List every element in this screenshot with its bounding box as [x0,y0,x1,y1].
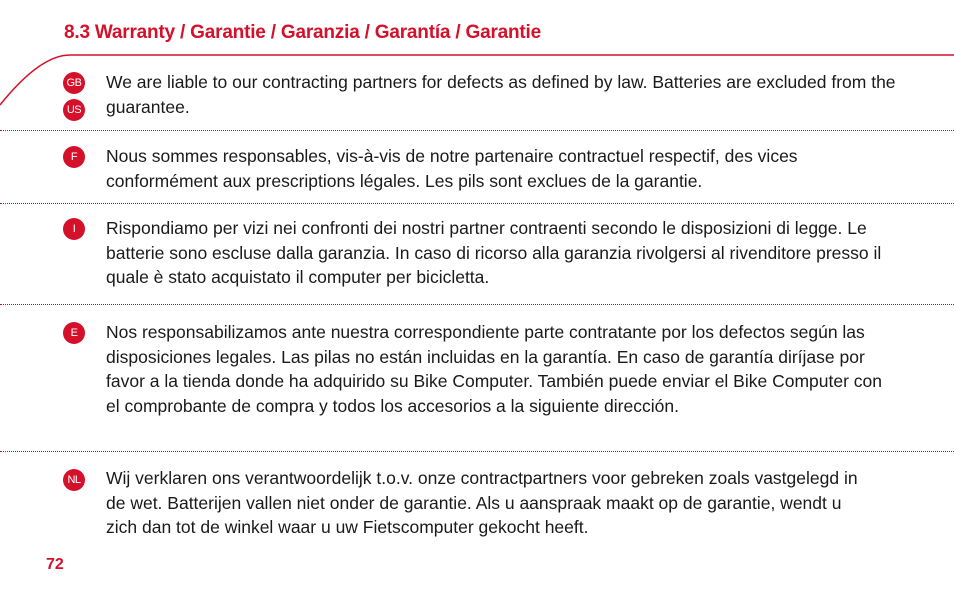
language-badge-i: I [63,218,85,240]
language-badge-us: US [63,99,85,121]
warranty-text-italian: Rispondiamo per vizi nei confronti dei nostri partner contraenti secondo le disposizioni di legge. Le batterie sono escluse dalla garanzia. In caso di ricorso alla garanzia rivolgersi al rivenditore presso il quale è stato acquistato il computer per bicicletta. [106,218,882,287]
warranty-text-french: Nous sommes responsables, vis-à-vis de notre partenaire contractuel respectif, des vices conformément aux prescriptions légales. Les pils sont exclues de la garantie. [106,146,798,191]
warranty-text-spanish: Nos responsabilizamos ante nuestra correspondiente parte contratante por los defectos según las disposiciones legales. Las pilas no están incluidas en la garantía. En caso de garantía diríjase por favor a la tienda donde ha adquirido su Bike Computer. También puede enviar el Bike Computer con el comprobante de compra y todos los accesorios a la siguiente dirección. [106,322,882,416]
section-divider [0,203,954,204]
warranty-text-english: We are liable to our contracting partners for defects as defined by law. Batteries are excluded from the guarantee. [106,72,896,117]
language-badge-gb: GB [63,72,85,94]
warranty-text-dutch: Wij verklaren ons verantwoordelijk t.o.v. onze contractpartners voor gebreken zoals vastgelegd in de wet. Batterijen vallen niet onder de garantie. Als u aanspraak maakt op de garantie, wendt u zich dan tot de winkel waar u uw Fietscomputer gekocht heeft. [106,468,858,537]
language-badge-nl: NL [63,469,85,491]
language-badge-e: E [63,322,85,344]
language-badge-f: F [63,146,85,168]
section-divider [0,451,954,452]
page-title: 8.3 Warranty / Garantie / Garanzia / Garantía / Garantie [64,22,542,43]
page-number: 72 [46,556,64,573]
section-divider [0,304,954,305]
section-divider [0,130,954,131]
